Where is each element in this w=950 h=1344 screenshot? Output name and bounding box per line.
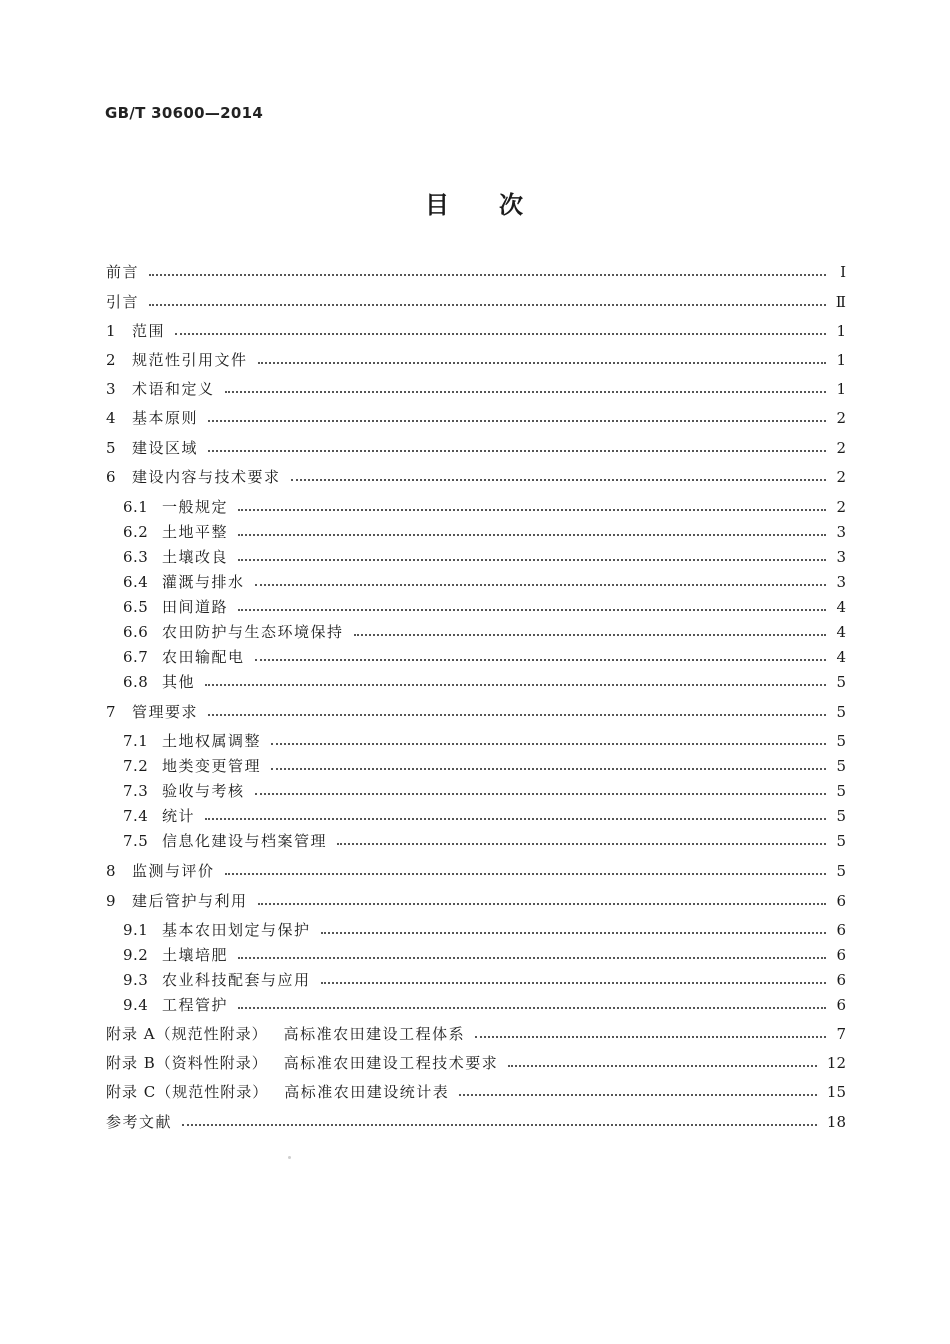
- toc-entry-page: 1: [836, 322, 846, 340]
- toc-entry[interactable]: [106, 861, 846, 881]
- toc-leader-dots: [208, 714, 826, 716]
- toc-entry-number: 7.2: [123, 757, 149, 775]
- toc-entry-label: 高标准农田建设工程技术要求: [283, 1054, 499, 1072]
- toc-leader-dots: [255, 584, 826, 586]
- toc-entry[interactable]: [106, 731, 846, 751]
- toc-entry-number: 7.5: [123, 832, 149, 850]
- toc-entry-number: 1: [106, 322, 117, 340]
- toc-entry-page: 15: [826, 1083, 846, 1101]
- toc-entry-number: 9: [106, 892, 117, 910]
- toc-entry-number: 6.2: [123, 523, 149, 541]
- toc-entry-label: 田间道路: [162, 598, 229, 616]
- toc-entry[interactable]: [106, 756, 846, 776]
- toc-entry-label: 基本原则: [132, 409, 199, 427]
- toc-entry-label: 农田输配电: [162, 648, 245, 666]
- toc-entry-number: 9.4: [123, 996, 149, 1014]
- toc-leader-dots: [258, 903, 826, 905]
- toc-entry-label: 土壤改良: [162, 548, 229, 566]
- toc-entry[interactable]: [106, 702, 846, 722]
- toc-entry-label: 建设内容与技术要求: [132, 468, 281, 486]
- toc-entry[interactable]: [106, 995, 846, 1015]
- toc-leader-dots: [225, 873, 826, 875]
- toc-entry[interactable]: [106, 945, 846, 965]
- toc-entry-page: 5: [836, 807, 846, 825]
- toc-entry[interactable]: [106, 781, 846, 801]
- toc-entry-page: 3: [836, 573, 846, 591]
- toc-entry-page: 6: [836, 921, 846, 939]
- toc-entry-number: 6.8: [123, 673, 149, 691]
- toc-entry-number: 4: [106, 409, 117, 427]
- toc-leader-dots: [321, 932, 826, 934]
- toc-leader-dots: [475, 1036, 826, 1038]
- toc-entry-label: 农业科技配套与应用: [162, 971, 311, 989]
- toc-entry-number: 6.5: [123, 598, 149, 616]
- toc-entry-number: 7.1: [123, 732, 149, 750]
- toc-entry-page: 18: [826, 1113, 846, 1131]
- toc-entry-page: 1: [836, 351, 846, 369]
- toc-entry-label: 灌溉与排水: [162, 573, 245, 591]
- toc-entry[interactable]: [106, 647, 846, 667]
- toc-entry-page: 5: [836, 757, 846, 775]
- toc-entry[interactable]: [106, 831, 846, 851]
- page-title-part2: 次: [499, 191, 525, 219]
- toc-leader-dots: [238, 534, 826, 536]
- toc-entry[interactable]: [106, 438, 846, 458]
- standard-code: GB/T 30600—2014: [105, 104, 264, 122]
- toc-leader-dots: [271, 768, 826, 770]
- toc-entry[interactable]: [106, 920, 846, 940]
- toc-entry[interactable]: [106, 547, 846, 567]
- toc-entry-label: 土地权属调整: [162, 732, 262, 750]
- toc-leader-dots: [291, 479, 826, 481]
- toc-entry-number: 6.7: [123, 648, 149, 666]
- toc-leader-dots: [271, 743, 826, 745]
- toc-leader-dots: [208, 420, 826, 422]
- toc-entry-page: 5: [836, 732, 846, 750]
- toc-entry-label: 土地平整: [162, 523, 229, 541]
- toc-entry[interactable]: [106, 321, 846, 341]
- toc-leader-dots: [255, 659, 826, 661]
- toc-entry[interactable]: [106, 262, 846, 282]
- toc-entry-label: 监测与评价: [132, 862, 215, 880]
- toc-entry-number: 6.3: [123, 548, 149, 566]
- toc-leader-dots: [354, 634, 826, 636]
- toc-leader-dots: [238, 1007, 826, 1009]
- toc-entry-number: 9.1: [123, 921, 149, 939]
- toc-entry[interactable]: [106, 622, 846, 642]
- toc-entry-label: 一般规定: [162, 498, 229, 516]
- toc-entry-label: 统计: [162, 807, 196, 825]
- toc-leader-dots: [255, 793, 826, 795]
- toc-entry[interactable]: [106, 292, 846, 312]
- toc-entry-number: 6.1: [123, 498, 149, 516]
- toc-entry-number: 5: [106, 439, 117, 457]
- toc-entry-page: 3: [836, 548, 846, 566]
- toc-entry[interactable]: [106, 970, 846, 990]
- toc-entry-label: 其他: [162, 673, 196, 691]
- toc-leader-dots: [175, 333, 826, 335]
- toc-entry[interactable]: [106, 597, 846, 617]
- toc-leader-dots: [321, 982, 826, 984]
- toc-leader-dots: [149, 274, 826, 276]
- toc-entry-label: 基本农田划定与保护: [162, 921, 311, 939]
- toc-entry-label: 规范性引用文件: [132, 351, 248, 369]
- toc-entry-number: 9.3: [123, 971, 149, 989]
- toc-entry-number: 7.3: [123, 782, 149, 800]
- toc-entry-page: 6: [836, 971, 846, 989]
- toc-entry[interactable]: [106, 350, 846, 370]
- toc-entry-page: 5: [836, 782, 846, 800]
- toc-entry-number: 6: [106, 468, 117, 486]
- toc-entry-page: 5: [836, 673, 846, 691]
- toc-entry-label: 农田防护与生态环境保持: [162, 623, 344, 641]
- toc-entry-page: Ⅰ: [840, 263, 846, 281]
- toc-entry-number: 7: [106, 703, 117, 721]
- toc-entry[interactable]: [106, 806, 846, 826]
- page-title: [0, 185, 950, 220]
- toc-leader-dots: [238, 609, 826, 611]
- toc-leader-dots: [238, 559, 826, 561]
- toc-entry[interactable]: [106, 1112, 846, 1132]
- toc-entry-label: 高标准农田建设统计表: [284, 1083, 450, 1101]
- toc-entry-number: 6.6: [123, 623, 149, 641]
- toc-leader-dots: [225, 391, 826, 393]
- toc-entry-page: 2: [836, 439, 846, 457]
- toc-entry-page: 6: [836, 892, 846, 910]
- table-of-contents: [106, 262, 846, 1142]
- toc-entry[interactable]: [106, 572, 846, 592]
- toc-appendix-tag: 附录 A（规范性附录）: [106, 1025, 268, 1043]
- toc-entry-label: 土壤培肥: [162, 946, 229, 964]
- toc-entry-page: 6: [836, 996, 846, 1014]
- toc-entry[interactable]: [106, 672, 846, 692]
- toc-entry-page: 6: [836, 946, 846, 964]
- toc-leader-dots: [238, 509, 826, 511]
- toc-entry-page: 7: [836, 1025, 846, 1043]
- toc-leader-dots: [508, 1065, 817, 1067]
- toc-entry[interactable]: [106, 467, 846, 487]
- toc-entry-page: 12: [826, 1054, 846, 1072]
- toc-entry-label: 范围: [132, 322, 166, 340]
- toc-leader-dots: [258, 362, 826, 364]
- toc-entry[interactable]: [106, 1082, 846, 1102]
- toc-entry-label: 信息化建设与档案管理: [162, 832, 328, 850]
- toc-entry-page: 2: [836, 498, 846, 516]
- toc-entry-label: 前言: [106, 263, 140, 281]
- toc-entry-page: 5: [836, 832, 846, 850]
- toc-leader-dots: [208, 450, 826, 452]
- toc-entry-page: 3: [836, 523, 846, 541]
- toc-leader-dots: [337, 843, 826, 845]
- toc-entry-label: 工程管护: [162, 996, 229, 1014]
- toc-appendix-tag: 附录 B（资料性附录）: [106, 1054, 268, 1072]
- toc-entry[interactable]: [106, 408, 846, 428]
- toc-entry-number: 9.2: [123, 946, 149, 964]
- toc-entry-page: 2: [836, 409, 846, 427]
- toc-leader-dots: [205, 684, 826, 686]
- toc-entry-label: 高标准农田建设工程体系: [283, 1025, 466, 1043]
- toc-entry-label: 地类变更管理: [162, 757, 262, 775]
- toc-entry-label: 管理要求: [132, 703, 199, 721]
- toc-entry-label: 建后管护与利用: [132, 892, 248, 910]
- toc-entry-page: 2: [836, 468, 846, 486]
- page-title-part1: 目: [425, 191, 451, 219]
- toc-entry[interactable]: [106, 1053, 846, 1073]
- toc-entry-page: 4: [836, 623, 846, 641]
- toc-entry-number: 8: [106, 862, 117, 880]
- toc-entry[interactable]: [106, 379, 846, 399]
- toc-appendix-tag: 附录 C（规范性附录）: [106, 1083, 269, 1101]
- toc-leader-dots: [459, 1094, 817, 1096]
- toc-entry-label: 引言: [106, 293, 140, 311]
- toc-entry-page: 1: [836, 380, 846, 398]
- toc-leader-dots: [238, 957, 826, 959]
- toc-entry-page: 4: [836, 648, 846, 666]
- toc-entry[interactable]: [106, 891, 846, 911]
- toc-entry-number: 2: [106, 351, 117, 369]
- toc-entry-label: 验收与考核: [162, 782, 245, 800]
- toc-entry[interactable]: [106, 1024, 846, 1044]
- toc-entry-label: 建设区域: [132, 439, 199, 457]
- toc-leader-dots: [182, 1124, 817, 1126]
- toc-entry-page: 4: [836, 598, 846, 616]
- toc-leader-dots: [149, 304, 826, 306]
- toc-entry[interactable]: [106, 522, 846, 542]
- toc-entry-page: Ⅱ: [835, 293, 846, 311]
- toc-entry-number: 6.4: [123, 573, 149, 591]
- toc-entry[interactable]: [106, 497, 846, 517]
- toc-leader-dots: [205, 818, 826, 820]
- toc-entry-number: 7.4: [123, 807, 149, 825]
- toc-entry-number: 3: [106, 380, 117, 398]
- toc-entry-page: 5: [836, 862, 846, 880]
- toc-entry-label: 术语和定义: [132, 380, 215, 398]
- scan-speck: [288, 1156, 291, 1159]
- toc-entry-page: 5: [836, 703, 846, 721]
- toc-entry-label: 参考文献: [106, 1113, 173, 1131]
